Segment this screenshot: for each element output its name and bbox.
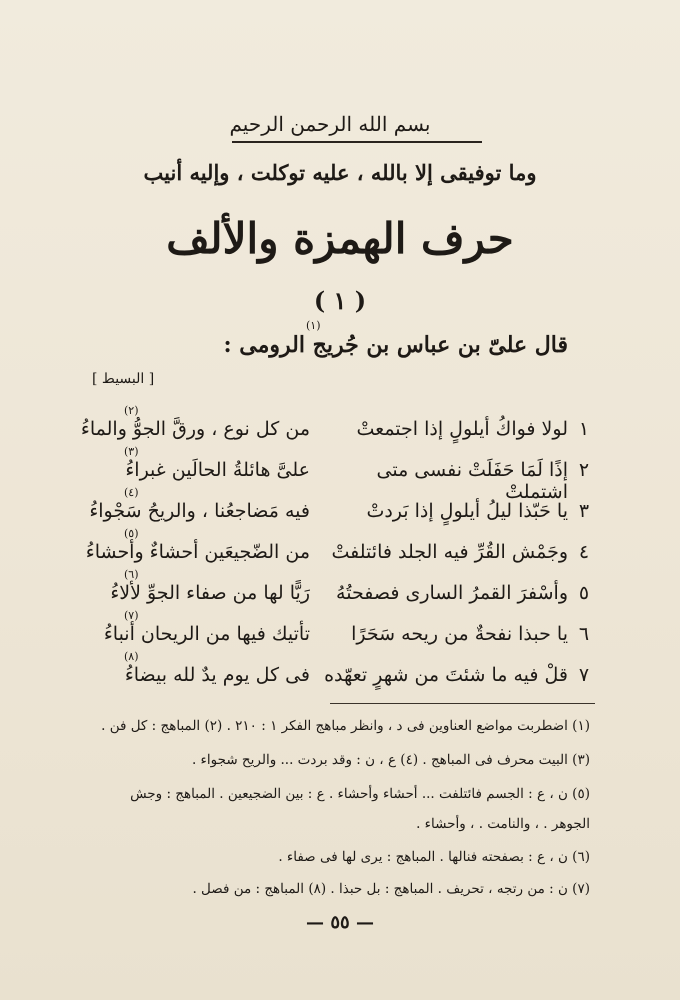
verse-second-hemistich: تأتيك فيها من الريحان أنباءُ [103,623,310,645]
verse-line [0,445,680,503]
verse-first-hemistich: وأسْفرَ القمرُ السارى فصفحتُهُ [336,582,568,604]
footnote-continuation: الجوهر . ، والنامت . ، وأحشاء . [416,816,590,832]
verse-first-hemistich: إذًا لَمَا حَفَلَتْ نفسى متى اشتملتْ [376,459,568,503]
verse-line [0,609,680,655]
invocation-line: وما توفيقى إلا بالله ، عليه توكلت ، وإليه أنيب [143,160,537,185]
verse-footnote-marker: (٢) [124,404,139,417]
page-number: — ٥٥ — [306,912,374,933]
verse-second-hemistich: فى كل يوم يدٌ لله بيضاءُ [124,664,310,686]
verse-second-hemistich: فيه مَضاجعُنا ، والريحُ سَجْواءُ [89,500,310,522]
verse-second-hemistich: من كل نوع ، ورقَّ الجوُّ والماءُ [80,418,310,440]
verse-number: ٤ [578,541,590,563]
verse-first-hemistich: يا حَبّذا ليلُ أيلولٍ إذا بَردتْ [366,500,568,522]
poet-footnote-marker: (١) [306,319,321,332]
footnote: (٦) ن ، ع : بصفحته فنالها . المباهج : يرى لها فى صفاء . [278,849,590,865]
verse-first-hemistich: لولا فواكُ أيلولٍ إذا اجتمعتْ [356,418,568,440]
verse-footnote-marker: (٧) [124,609,139,622]
footnote-divider [330,703,595,704]
verse-number: ٦ [578,623,590,645]
footnote: (٣) البيت محرف فى المباهج . (٤) ع ، ن : وقد بردت ... والريح شجواء . [191,752,590,768]
verse-footnote-marker: (٥) [124,527,139,540]
chapter-title: حرف الهمزة والألف [166,214,514,263]
footnote: (٥) ن ، ع : الجسم فائتلفت ... أحشاء وأحشاء . ع : بين الضجيعين . المباهج : وجش [130,786,590,802]
basmala-underline [232,141,482,143]
verse-second-hemistich: علىَّ هائلةُ الحالَين غبراءُ [125,459,310,481]
verse-second-hemistich: من الضّجيعَين أحشاءٌ وأحشاءُ [85,541,310,563]
verse-footnote-marker: (٤) [124,486,139,499]
verse-line [0,650,680,696]
verse-footnote-marker: (٨) [124,650,139,663]
verse-first-hemistich: وجَمْش القُرِّ فيه الجلد فائتلفتْ [331,541,568,563]
poem-number: ( ١ ) [313,286,367,315]
verse-first-hemistich: قلْ فيه ما شئتَ من شهرٍ تعهّده [324,664,568,686]
verse-footnote-marker: (٦) [124,568,139,581]
verse-number: ٢ [578,459,590,481]
verse-footnote-marker: (٣) [124,445,139,458]
verse-number: ١ [578,418,590,440]
verse-number: ٧ [578,664,590,686]
meter-label: [ البسيط ] [92,371,155,387]
verse-second-hemistich: رَيًّا لها من صفاء الجوِّ لألاءُ [110,582,310,604]
verse-line [0,486,680,532]
verse-line [0,527,680,573]
verse-line [0,568,680,614]
verse-number: ٣ [578,500,590,522]
basmala: بسم الله الرحمن الرحيم [229,112,431,136]
poet-attribution: قال علىّ بن عباس بن جُريج الرومى : [223,332,568,358]
verse-line [0,404,680,450]
verse-first-hemistich: يا حبذا نفحةٌ من ريحه سَحَرًا [351,623,568,645]
verse-number: ٥ [578,582,590,604]
footnote: (٧) ن : من رتجه ، تحريف . المباهج : بل حبذا . (٨) المباهج : من فصل . [192,881,590,897]
footnote: (١) اضطربت مواضع العناوين فى د ، وانظر مباهج الفكر ١ : ٢١٠ . (٢) المباهج : كل فن . [101,718,590,734]
